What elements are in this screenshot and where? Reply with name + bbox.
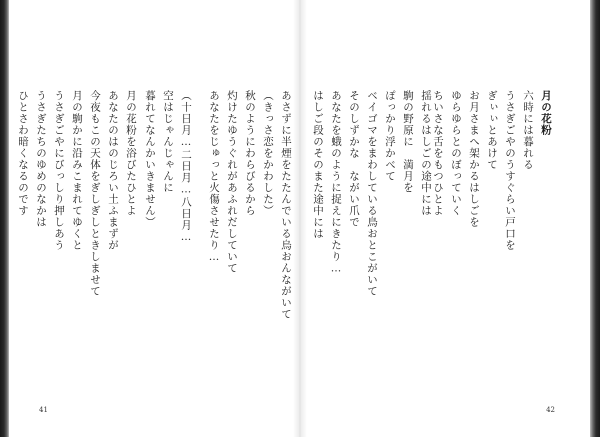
poem-line: あさずに半煙をたたんでいる烏おんながいて [280,90,292,320]
poem-line: 六時には暮れる [522,90,534,171]
right-page-number: 42 [546,406,555,414]
poem-line: ぎぃぃとあけて [486,90,498,171]
poem-line: あなたのはのじろい土ふまずが [107,90,119,251]
poem-line: ベイゴマをまわしている鳥おとこがいて [366,90,378,297]
poem-line: 秋のようにわらびるから [244,90,256,217]
book-edge-right [590,0,600,437]
poem-line: あなたをじゅっと火傷させたり… [208,90,220,264]
poem-line: 駒の野原に 満月を [402,90,414,194]
left-stanza-2 [141,90,195,390]
poem-line: ゆらゆらとのぼっていく [450,90,462,217]
poem-line: お月さまへ架かるはしごを [468,90,480,228]
poem-line: 月の花粉を浴びたひとよ [125,90,137,217]
left-page-number: 41 [39,406,48,414]
left-stanza-1 [205,90,295,390]
poem-line: 今夜もこの天体をぎしぎしときしませて [89,90,101,297]
left-stanza-3 [14,90,140,390]
poem-line: はしご段のそのまた途中には [312,90,324,240]
poem-line: ちいさな舌をもつひとよ [432,90,444,217]
poem-line: 空はじゃんじゃんに [162,90,174,194]
poem-line: ぽっかり浮かべて [384,90,396,182]
book-edge-left [0,0,9,437]
right-stanza-1 [429,90,537,390]
poem-line: うさぎごやのうすぐらい戸口を [504,90,516,251]
poem-line: ひとさわ暗くなるのです [17,90,29,217]
left-page [9,0,300,437]
poem-line: 月の駒かに沿みこまれてゆくと [71,90,83,251]
poem-title: 月の花粉 [540,90,552,136]
poem-line: （十日月…二日月…八日月… [180,90,192,244]
poem-line: あなたを蛾のように捉えにきたり… [330,90,342,276]
poem-line: （きっさ恋をかわした） [262,90,274,217]
poem-line: 揺れるはしごの途中には [420,90,432,217]
right-stanza-2 [309,90,435,390]
poem-line: 灼けたゆうぐれがあふれだしていて [226,90,238,274]
poem-line: うさぎごやにびっしり押しあう [53,90,65,251]
poem-line: そのしずかな ながい爪で [348,90,360,228]
book-gutter [293,0,307,437]
right-page [300,0,590,437]
poem-line: 暮れてなんかいきません） [144,90,156,228]
poem-line: うさぎたちのゆめのなかは [35,90,47,228]
